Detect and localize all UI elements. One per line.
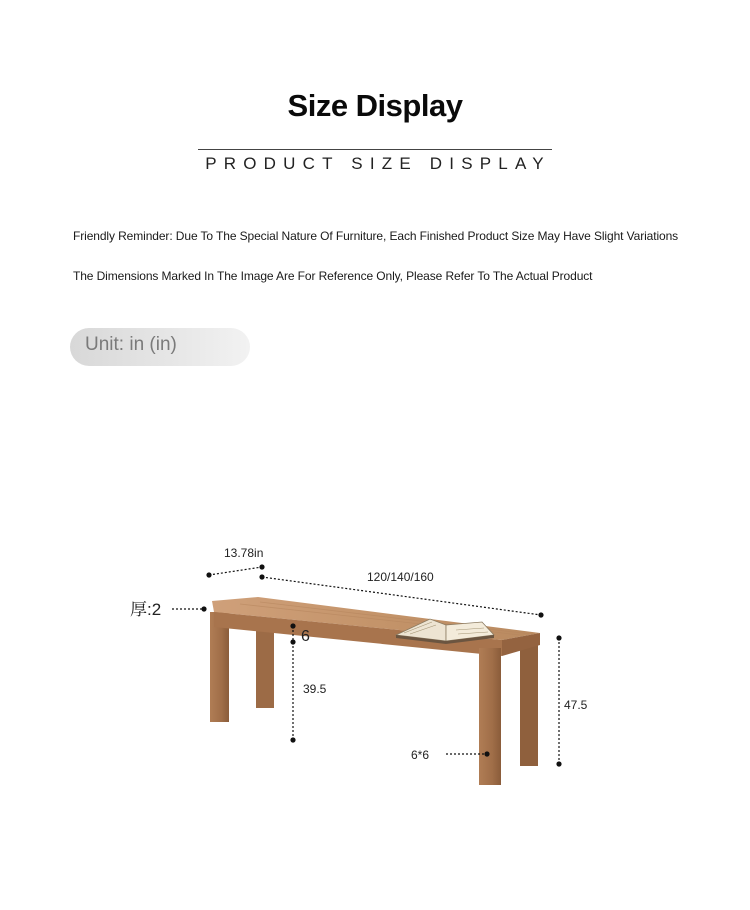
leg-section-label: 6*6 (411, 748, 430, 762)
inner-height-dimension (290, 642, 326, 743)
depth-dimension (206, 546, 264, 578)
apron-label: 6 (301, 628, 310, 645)
total-height-label: 47.5 (564, 698, 588, 712)
page-title: Size Display (287, 88, 463, 123)
depth-label: 13.78in (224, 546, 264, 560)
thickness-dimension (130, 600, 207, 619)
notice-reference: The Dimensions Marked In The Image Are For Reference Only, Please Refer To The Actual Product (73, 269, 593, 283)
back-left-leg (256, 628, 274, 708)
front-right-leg (479, 648, 501, 785)
back-right-leg (520, 640, 538, 766)
notice-variation: Friendly Reminder: Due To The Special Nature Of Furniture, Each Finished Product Size May Have Slight Variations (73, 229, 679, 243)
thickness-label: 厚:2 (130, 600, 162, 619)
total-height-dimension (556, 635, 587, 766)
page-subtitle: PRODUCT SIZE DISPLAY (205, 154, 551, 173)
leg-section-dimension (411, 748, 490, 762)
inner-height-label: 39.5 (303, 682, 327, 696)
unit-label: Unit: in (in) (85, 334, 177, 355)
length-label: 120/140/160 (367, 570, 434, 584)
front-left-leg (210, 612, 229, 722)
bench-illustration (210, 597, 540, 785)
